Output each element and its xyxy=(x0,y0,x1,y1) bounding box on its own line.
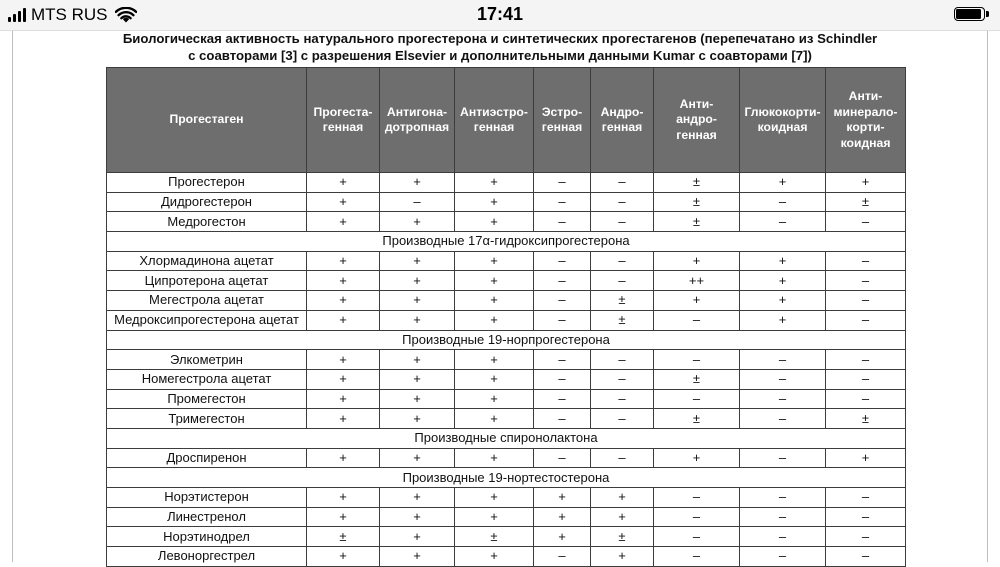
activity-cell: + xyxy=(654,251,740,271)
activity-cell: – xyxy=(740,488,826,508)
progestogen-name: Мегестрола ацетат xyxy=(107,291,307,311)
activity-cell: + xyxy=(654,448,740,468)
table-row xyxy=(107,192,906,212)
table-row xyxy=(107,527,906,547)
header-antiestrogenic: Антиэстро- генная xyxy=(455,68,534,173)
activity-cell: – xyxy=(654,389,740,409)
activity-cell: + xyxy=(307,271,380,291)
activity-cell: + xyxy=(591,507,654,527)
activity-cell: – xyxy=(534,350,591,370)
activity-cell: + xyxy=(380,173,455,193)
progestogen-name: Медроксипрогестерона ацетат xyxy=(107,310,307,330)
activity-cell: ± xyxy=(654,369,740,389)
header-antigonadotropic: Антигона- дотропная xyxy=(380,68,455,173)
activity-cell: – xyxy=(534,409,591,429)
activity-cell: + xyxy=(307,488,380,508)
table-row xyxy=(107,310,906,330)
activity-cell: + xyxy=(455,409,534,429)
progestogen-name: Дроспиренон xyxy=(107,448,307,468)
group-label: Производные спиронолактона xyxy=(107,428,906,448)
activity-cell: + xyxy=(534,507,591,527)
activity-cell: + xyxy=(307,192,380,212)
group-row xyxy=(107,468,906,488)
table-row xyxy=(107,251,906,271)
activity-cell: + xyxy=(534,488,591,508)
header-glucocorticoid: Глюкокорти- коидная xyxy=(740,68,826,173)
activity-cell: – xyxy=(740,409,826,429)
table-caption xyxy=(0,31,1000,64)
activity-cell: – xyxy=(591,389,654,409)
table-row xyxy=(107,547,906,567)
activity-cell: + xyxy=(455,251,534,271)
group-label: Производные 19-нортестостерона xyxy=(107,468,906,488)
activity-cell: ± xyxy=(455,527,534,547)
activity-cell: + xyxy=(380,212,455,232)
header-antiandrogenic: Анти- андро- генная xyxy=(654,68,740,173)
activity-cell: ± xyxy=(654,212,740,232)
group-row xyxy=(107,232,906,252)
activity-cell: + xyxy=(455,173,534,193)
activity-cell: + xyxy=(380,448,455,468)
progestogen-name: Дидрогестерон xyxy=(107,192,307,212)
activity-cell: + xyxy=(455,192,534,212)
activity-cell: + xyxy=(740,251,826,271)
activity-cell: + xyxy=(307,173,380,193)
table-row xyxy=(107,212,906,232)
activity-cell: – xyxy=(591,409,654,429)
activity-cell: + xyxy=(826,448,906,468)
activity-cell: – xyxy=(534,547,591,567)
activity-cell: + xyxy=(455,271,534,291)
activity-cell: – xyxy=(826,369,906,389)
activity-cell: – xyxy=(534,251,591,271)
activity-cell: + xyxy=(307,389,380,409)
activity-cell: + xyxy=(455,310,534,330)
activity-cell: – xyxy=(826,488,906,508)
page-edge-left xyxy=(12,31,13,562)
activity-cell: + xyxy=(455,507,534,527)
activity-cell: ++ xyxy=(654,271,740,291)
activity-cell: – xyxy=(591,448,654,468)
status-bar xyxy=(0,0,1000,31)
progestogen-name: Тримегестон xyxy=(107,409,307,429)
clock: 17:41 xyxy=(476,4,524,24)
activity-cell: – xyxy=(740,369,826,389)
activity-cell: – xyxy=(826,310,906,330)
group-row xyxy=(107,330,906,350)
progestogen-name: Прогестерон xyxy=(107,173,307,193)
activity-cell: + xyxy=(307,310,380,330)
activity-cell: + xyxy=(307,350,380,370)
activity-cell: + xyxy=(455,350,534,370)
activity-cell: + xyxy=(740,291,826,311)
activity-cell: ± xyxy=(654,192,740,212)
header-antimineralocorticoid: Анти- минерало- корти- коидная xyxy=(826,68,906,173)
activity-cell: – xyxy=(534,173,591,193)
page-edge-right xyxy=(987,31,988,562)
activity-cell: + xyxy=(534,527,591,547)
activity-cell: ± xyxy=(654,173,740,193)
activity-cell: + xyxy=(307,251,380,271)
activity-cell: + xyxy=(455,389,534,409)
activity-cell: – xyxy=(654,350,740,370)
activity-cell: – xyxy=(534,448,591,468)
activity-cell: – xyxy=(534,291,591,311)
activity-cell: – xyxy=(740,507,826,527)
battery-icon xyxy=(954,7,990,23)
activity-cell: + xyxy=(455,448,534,468)
activity-cell: + xyxy=(591,488,654,508)
progestogen-name: Норэтинодрел xyxy=(107,527,307,547)
activity-cell: ± xyxy=(591,310,654,330)
table-row xyxy=(107,369,906,389)
activity-cell: + xyxy=(380,271,455,291)
activity-cell: ± xyxy=(654,409,740,429)
activity-cell: – xyxy=(826,350,906,370)
carrier-name: MTS RUS xyxy=(31,5,108,24)
activity-cell: + xyxy=(654,291,740,311)
progestogen-name: Ципротерона ацетат xyxy=(107,271,307,291)
progestogen-name: Хлормадинона ацетат xyxy=(107,251,307,271)
activity-cell: + xyxy=(307,291,380,311)
activity-cell: + xyxy=(380,350,455,370)
activity-cell: + xyxy=(380,488,455,508)
activity-cell: + xyxy=(455,488,534,508)
progestogen-name: Номегестрола ацетат xyxy=(107,369,307,389)
group-label: Производные 19-норпрогестерона xyxy=(107,330,906,350)
activity-cell: – xyxy=(740,389,826,409)
activity-cell: – xyxy=(534,389,591,409)
header-row xyxy=(107,68,906,173)
activity-cell: – xyxy=(740,350,826,370)
activity-cell: + xyxy=(380,507,455,527)
header-progestogen: Прогестаген xyxy=(107,68,307,173)
group-label: Производные 17α-гидроксипрогестерона xyxy=(107,232,906,252)
activity-cell: – xyxy=(826,212,906,232)
table-row xyxy=(107,291,906,311)
activity-cell: + xyxy=(307,409,380,429)
table-row xyxy=(107,507,906,527)
table-row xyxy=(107,350,906,370)
activity-cell: – xyxy=(534,271,591,291)
table-row xyxy=(107,488,906,508)
progestogen-name: Элкометрин xyxy=(107,350,307,370)
activity-cell: – xyxy=(534,369,591,389)
table-row xyxy=(107,409,906,429)
activity-cell: – xyxy=(826,291,906,311)
activity-cell: ± xyxy=(307,527,380,547)
activity-cell: ± xyxy=(826,409,906,429)
activity-cell: – xyxy=(591,192,654,212)
header-estrogenic: Эстро- генная xyxy=(534,68,591,173)
activity-cell: + xyxy=(380,369,455,389)
activity-cell: + xyxy=(380,547,455,567)
table-row xyxy=(107,389,906,409)
activity-cell: + xyxy=(380,251,455,271)
activity-cell: ± xyxy=(591,291,654,311)
activity-cell: – xyxy=(534,192,591,212)
progestogen-activity-table xyxy=(106,67,906,567)
activity-cell: + xyxy=(380,291,455,311)
activity-cell: – xyxy=(534,212,591,232)
activity-cell: – xyxy=(591,271,654,291)
activity-cell: – xyxy=(654,547,740,567)
table-row xyxy=(107,448,906,468)
activity-cell: + xyxy=(307,547,380,567)
activity-cell: + xyxy=(380,409,455,429)
activity-cell: – xyxy=(654,507,740,527)
activity-cell: + xyxy=(307,369,380,389)
progestogen-name: Норэтистерон xyxy=(107,488,307,508)
progestogen-name: Левоноргестрел xyxy=(107,547,307,567)
activity-cell: + xyxy=(740,271,826,291)
activity-cell: – xyxy=(740,212,826,232)
activity-cell: – xyxy=(826,547,906,567)
activity-cell: + xyxy=(307,507,380,527)
activity-cell: – xyxy=(654,310,740,330)
activity-cell: – xyxy=(654,488,740,508)
activity-cell: + xyxy=(380,310,455,330)
activity-cell: – xyxy=(826,507,906,527)
activity-cell: + xyxy=(740,310,826,330)
activity-cell: – xyxy=(826,389,906,409)
table-body xyxy=(107,173,906,567)
activity-cell: – xyxy=(826,527,906,547)
activity-cell: + xyxy=(591,547,654,567)
activity-cell: – xyxy=(591,251,654,271)
header-androgenic: Андро- генная xyxy=(591,68,654,173)
table-row xyxy=(107,271,906,291)
activity-cell: – xyxy=(534,310,591,330)
activity-cell: + xyxy=(455,212,534,232)
activity-cell: – xyxy=(826,251,906,271)
activity-cell: + xyxy=(380,389,455,409)
header-progestagenic: Прогеста- генная xyxy=(307,68,380,173)
progestogen-name: Медрогестон xyxy=(107,212,307,232)
activity-cell: + xyxy=(455,291,534,311)
activity-cell: + xyxy=(307,212,380,232)
activity-cell: – xyxy=(740,448,826,468)
group-row xyxy=(107,428,906,448)
progestogen-name: Промегестон xyxy=(107,389,307,409)
activity-cell: – xyxy=(380,192,455,212)
activity-cell: + xyxy=(455,547,534,567)
caption-line-2: с соавторами [3] с разрешения Elsevier и дополнительными данными Kumar с соавторами [7]) xyxy=(188,47,812,63)
activity-cell: + xyxy=(740,173,826,193)
activity-cell: – xyxy=(591,212,654,232)
activity-cell: – xyxy=(654,527,740,547)
activity-cell: – xyxy=(826,271,906,291)
activity-cell: + xyxy=(307,448,380,468)
activity-cell: – xyxy=(740,527,826,547)
activity-cell: ± xyxy=(826,192,906,212)
activity-cell: – xyxy=(591,173,654,193)
caption-line-1: Биологическая активность натурального прогестерона и синтетических прогестагенов (перепечатано из Schindler xyxy=(122,31,878,46)
activity-cell: – xyxy=(591,350,654,370)
activity-cell: – xyxy=(740,547,826,567)
activity-cell: + xyxy=(455,369,534,389)
activity-cell: – xyxy=(740,192,826,212)
table-row xyxy=(107,173,906,193)
activity-cell: + xyxy=(380,527,455,547)
progestogen-name: Линестренол xyxy=(107,507,307,527)
activity-cell: – xyxy=(591,369,654,389)
activity-cell: ± xyxy=(591,527,654,547)
activity-cell: + xyxy=(826,173,906,193)
